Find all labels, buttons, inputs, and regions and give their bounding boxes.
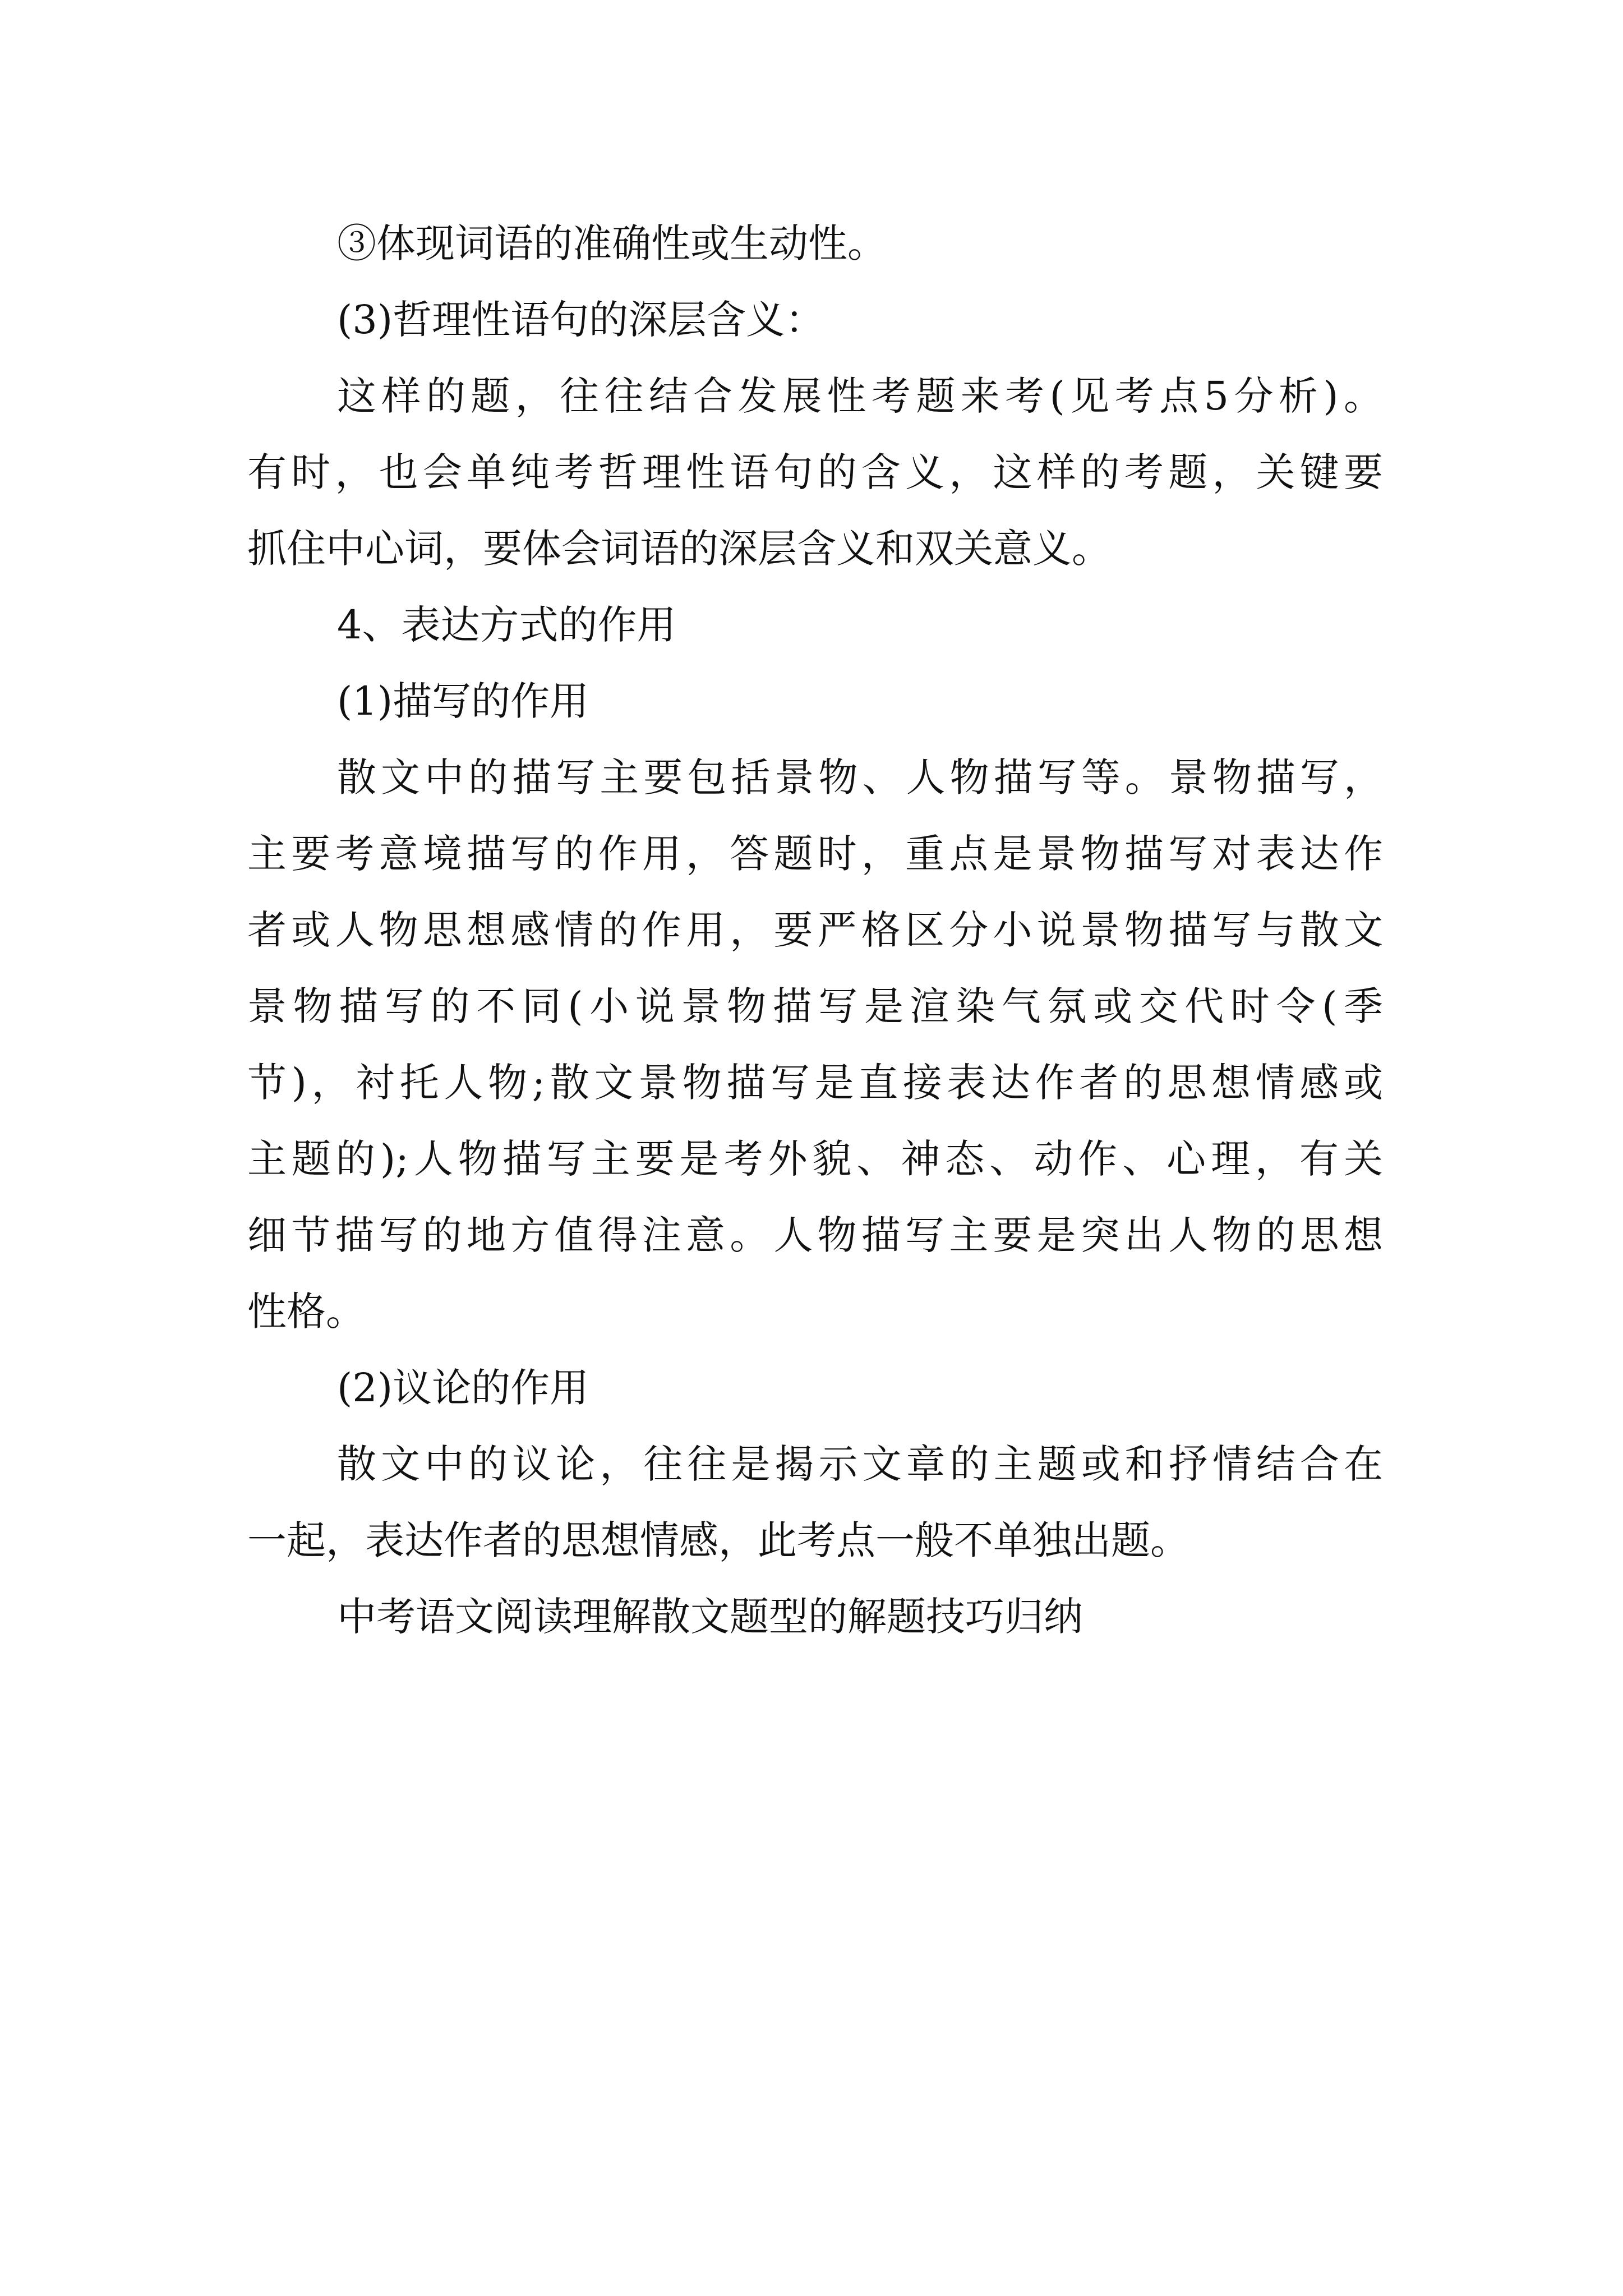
paragraph-line: 有时，也会单纯考哲理性语句的含义，这样的考题，关键要: [247, 449, 1383, 495]
paragraph-line: 这样的题，往往结合发展性考题来考(见考点5分析)。: [337, 373, 1383, 419]
section-heading: 4、表达方式的作用: [337, 602, 676, 648]
document-footer-title: 中考语文阅读理解散文题型的解题技巧归纳: [337, 1594, 1083, 1640]
paragraph-line: 者或人物思想感情的作用，要严格区分小说景物描写与散文: [247, 907, 1383, 953]
paragraph-line: 散文中的描写主要包括景物、人物描写等。景物描写，: [337, 754, 1383, 800]
paragraph-line: 景物描写的不同(小说景物描写是渲染气氛或交代时令(季: [247, 983, 1383, 1029]
section-heading: (2)议论的作用: [337, 1365, 589, 1411]
paragraph-line: 一起，表达作者的思想情感，此考点一般不单独出题。: [247, 1517, 1189, 1563]
paragraph-line: 节)，衬托人物;散文景物描写是直接表达作者的思想情感或: [247, 1060, 1383, 1106]
paragraph-line: 主要考意境描写的作用，答题时，重点是景物描写对表达作: [247, 831, 1383, 877]
paragraph-line: 散文中的议论，往往是揭示文章的主题或和抒情结合在: [337, 1441, 1383, 1487]
paragraph-line: 主题的);人物描写主要是考外貌、神态、动作、心理，有关: [247, 1136, 1383, 1182]
paragraph-line: 性格。: [247, 1289, 365, 1335]
section-heading: (3)哲理性语句的深层含义：: [337, 297, 825, 343]
paragraph-line: ③体现词语的准确性或生动性。: [337, 220, 887, 266]
paragraph-line: 抓住中心词，要体会词语的深层含义和双关意义。: [247, 526, 1111, 572]
paragraph-line: 细节描写的地方值得注意。人物描写主要是突出人物的思想: [247, 1212, 1383, 1258]
section-heading: (1)描写的作用: [337, 678, 589, 724]
